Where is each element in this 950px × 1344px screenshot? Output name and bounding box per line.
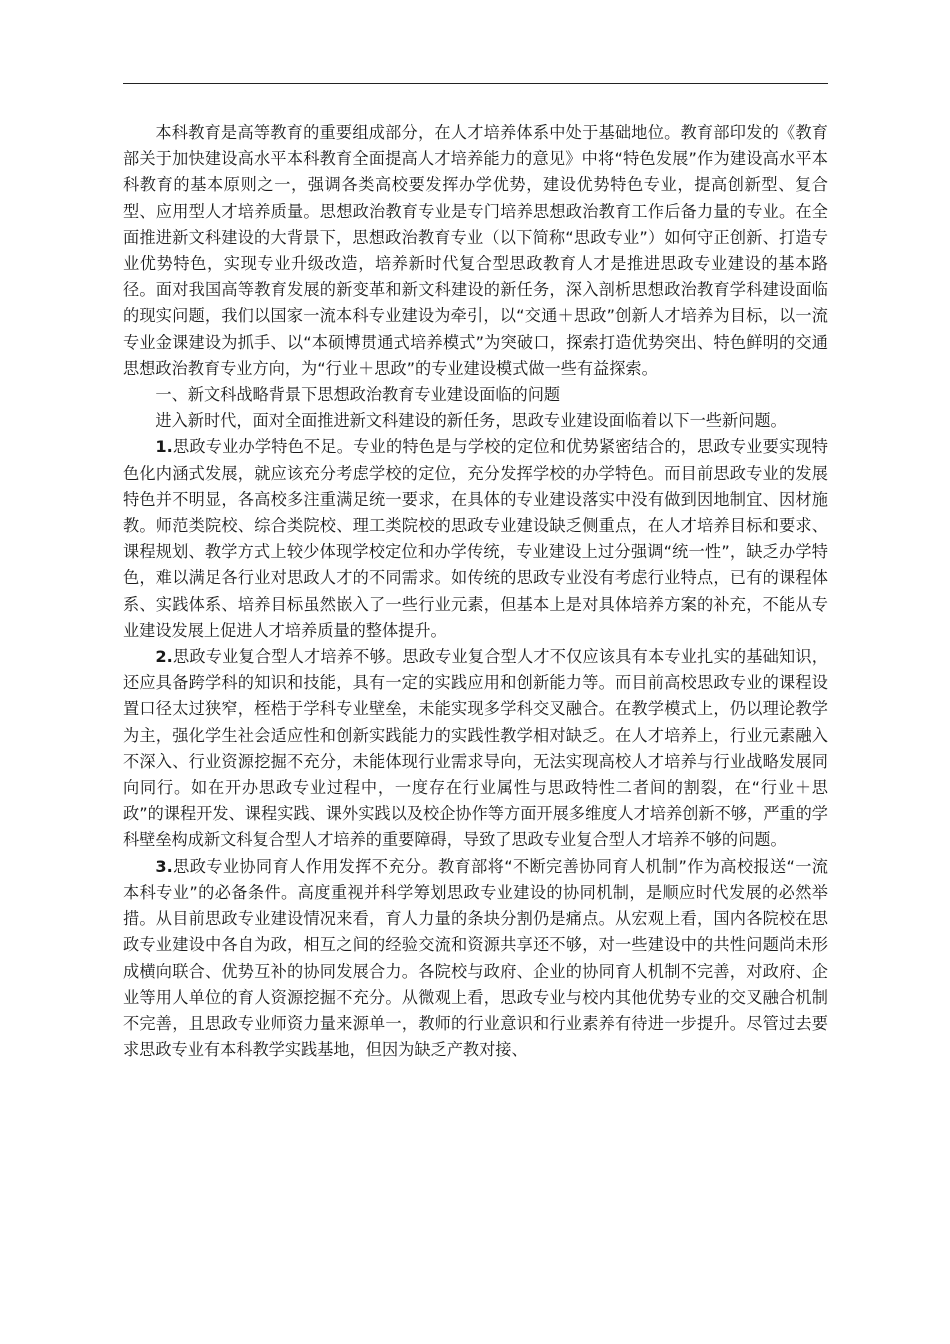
paragraph-text: 思政专业复合型人才培养不够。思政专业复合型人才不仅应该具有本专业扎实的基础知识，还应具备跨学科的知识和技能，具有一定的实践应用和创新能力等。而目前高校思政专业的课程设置口径太过狭窄，桎梏于学科专业壁垒，未能实现多学科交叉融合。在教学模式上，仍以理论教学为主，强化学生社会适应性和创新实践能力的实践性教学相对缺乏。在人才培养上，行业元素融入不深入、行业资源挖掘不充分，未能体现行业需求导向，无法实现高校人才培养与行业战略发展同向同行。如在开办思政专业过程中，一度存在行业属性与思政特性二者间的割裂，在“行业＋思政”的课程开发、课程实践、课外实践以及校企协作等方面开展多维度人才培养创新不够，严重的学科壁垒构成新文科复合型人才培养的重要障碍，导致了思政专业复合型人才培养不够的问题。 [123, 647, 828, 850]
paragraph-lead [123, 408, 828, 434]
paragraph-text: 思政专业办学特色不足。专业的特色是与学校的定位和优势紧密结合的，思政专业要实现特色化内涵式发展，就应该充分考虑学校的定位，充分发挥学校的办学特色。而目前思政专业的发展特色并不明显，各高校多注重满足统一要求，在具体的专业建设落实中没有做到因地制宜、因材施教。师范类院校、综合类院校、理工类院校的思政专业建设缺乏侧重点，在人才培养目标和要求、课程规划、教学方式上较少体现学校定位和办学传统，专业建设上过分强调“统一性”，缺乏办学特色，难以满足各行业对思政人才的不同需求。如传统的思政专业没有考虑行业特点，已有的课程体系、实践体系、培养目标虽然嵌入了一些行业元素，但基本上是对具体培养方案的补充，不能从专业建设发展上促进人才培养质量的整体提升。 [123, 437, 828, 640]
paragraph-text: 本科教育是高等教育的重要组成部分，在人才培养体系中处于基础地位。教育部印发的《教育部关于加快建设高水平本科教育全面提高人才培养能力的意见》中将“特色发展”作为建设高水平本科教育的基本原则之一，强调各类高校要发挥办学优势，建设优势特色专业，提高创新型、复合型、应用型人才培养质量。思想政治教育专业是专门培养思想政治教育工作后备力量的专业。在全面推进新文科建设的大背景下，思想政治教育专业（以下简称“思政专业”）如何守正创新、打造专业优势特色，实现专业升级改造，培养新时代复合型思政教育人才是推进思政专业建设的基本路径。面对我国高等教育发展的新变革和新文科建设的新任务，深入剖析思想政治教育学科建设面临的现实问题，我们以国家一流本科专业建设为牵引，以“交通＋思政”创新人才培养为目标，以一流专业金课建设为抓手、以“本硕博贯通式培养模式”为突破口，探索打造优势突出、特色鲜明的交通思想政治教育专业方向，为“行业＋思政”的专业建设模式做一些有益探索。 [123, 123, 828, 378]
point-number: 2. [155, 647, 173, 667]
point-number: 1. [155, 437, 173, 457]
paragraph-point-1 [123, 434, 828, 644]
section-heading-text: 一、新文科战略背景下思想政治教育专业建设面临的问题 [155, 385, 561, 405]
paragraph-text: 思政专业协同育人作用发挥不充分。教育部将“不断完善协同育人机制”作为高校报送“一流本科专业”的必备条件。高度重视并科学筹划思政专业建设的协同机制，是顺应时代发展的必然举措。从目前思政专业建设情况来看，育人力量的条块分割仍是痛点。从宏观上看，国内各院校在思政专业建设中各自为政，相互之间的经验交流和资源共享还不够，对一些建设中的共性问题尚未形成横向联合、优势互补的协同发展合力。各院校与政府、企业的协同育人机制不完善，对政府、企业等用人单位的育人资源挖掘不充分。从微观上看，思政专业与校内其他优势专业的交叉融合机制不完善，且思政专业师资力量来源单一，教师的行业意识和行业素养有待进一步提升。尽管过去要求思政专业有本科教学实践基地，但因为缺乏产教对接、 [123, 856, 828, 1060]
section-heading [123, 382, 828, 408]
document-body [123, 120, 828, 1063]
paragraph-point-3 [123, 854, 828, 1064]
paragraph-intro [123, 120, 828, 382]
paragraph-point-2 [123, 644, 828, 854]
paragraph-text: 进入新时代，面对全面推进新文科建设的新任务，思政专业建设面临着以下一些新问题。 [155, 411, 787, 431]
point-number: 3. [155, 856, 173, 876]
header-rule [123, 83, 828, 84]
